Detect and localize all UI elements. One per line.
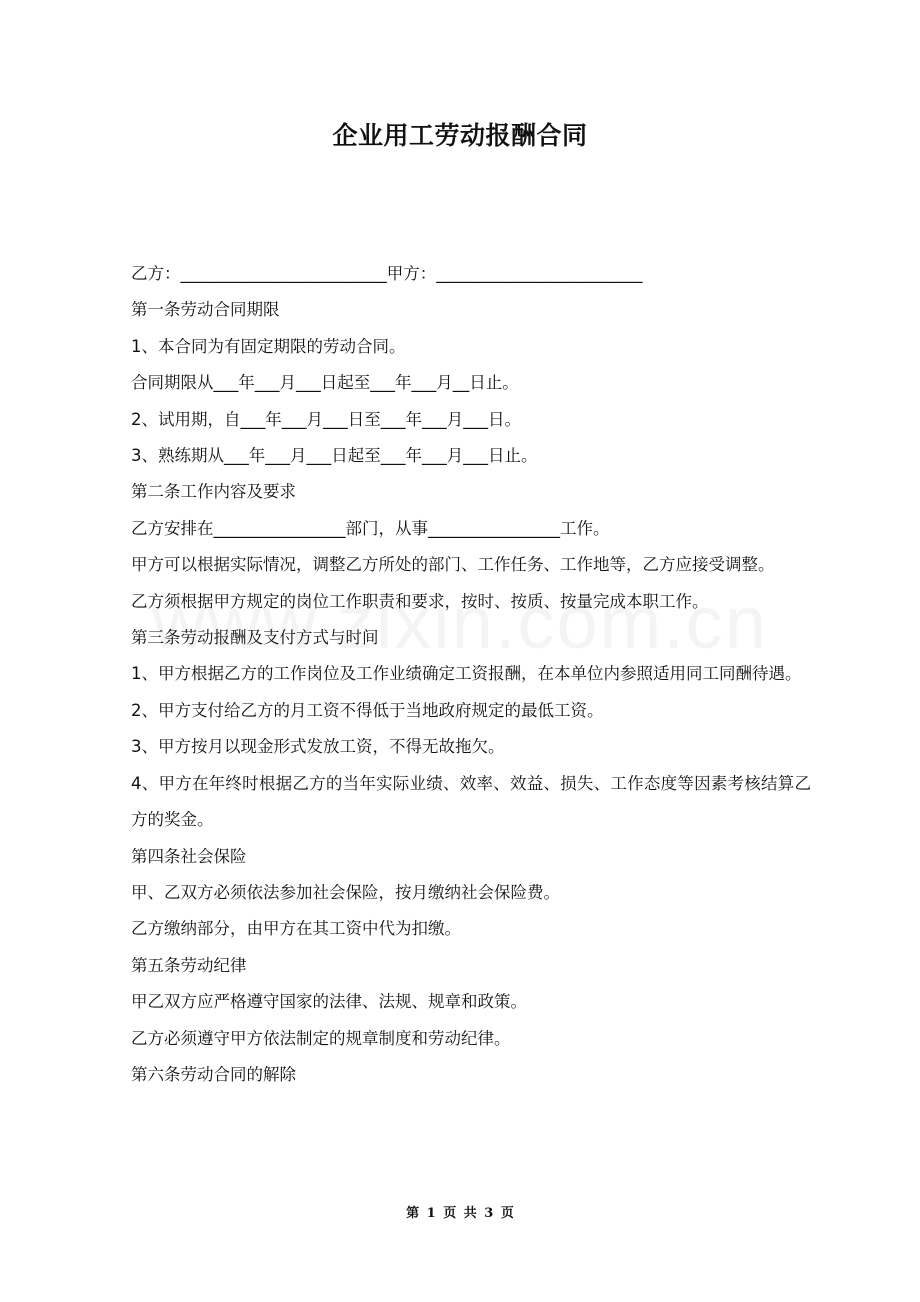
section-heading: 第四条社会保险 (131, 846, 247, 866)
paragraph: 3、熟练期从___年___月___日起至___年___月___日止。 (131, 446, 538, 466)
paragraph: 2、甲方支付给乙方的月工资不得低于当地政府规定的最低工资。 (131, 700, 604, 720)
document-title: 企业用工劳动报酬合同 (332, 121, 588, 150)
paragraph: 2、试用期，自___年___月___日至___年___月___日。 (131, 409, 521, 429)
paragraph: 乙方必须遵守甲方依法制定的规章制度和劳动纪律。 (131, 1028, 511, 1048)
section-heading: 第二条工作内容及要求 (131, 482, 296, 502)
section-heading: 第一条劳动合同期限 (131, 300, 280, 320)
document-body (111, 256, 811, 1093)
paragraph: 乙方缴纳部分，由甲方在其工资中代为扣缴。 (131, 919, 461, 939)
paragraph: 3、甲方按月以现金形式发放工资，不得无故拖欠。 (131, 737, 505, 757)
paragraph: 合同期限从___年___月___日起至___年___月__日止。 (131, 373, 519, 393)
paragraph: 甲乙双方应严格遵守国家的法律、法规、规章和政策。 (131, 992, 527, 1012)
paragraph: 甲方可以根据实际情况，调整乙方所处的部门、工作任务、工作地等，乙方应接受调整。 (131, 555, 775, 575)
paragraph: 乙方安排在________________部门，从事________________工作。 (131, 518, 610, 538)
paragraph: 1、甲方根据乙方的工作岗位及工作业绩确定工资报酬，在本单位内参照适用同工同酬待遇。 (131, 664, 802, 684)
paragraph: 乙方须根据甲方规定的岗位工作职责和要求，按时、按质、按量完成本职工作。 (131, 591, 709, 611)
page-footer: 第 1 页 共 3 页 (406, 1206, 514, 1221)
parties-line: 乙方：_________________________甲方：_________________________ (131, 264, 643, 283)
paragraph: 甲、乙双方必须依法参加社会保险，按月缴纳社会保险费。 (131, 882, 560, 902)
section-heading: 第六条劳动合同的解除 (131, 1064, 296, 1084)
paragraph: 4、甲方在年终时根据乙方的当年实际业绩、效率、效益、损失、工作态度等因素考核结算乙方的奖金。 (131, 773, 811, 830)
paragraph: 1、本合同为有固定期限的劳动合同。 (131, 336, 406, 356)
section-heading: 第三条劳动报酬及支付方式与时间 (131, 628, 379, 648)
section-heading: 第五条劳动纪律 (131, 955, 247, 975)
